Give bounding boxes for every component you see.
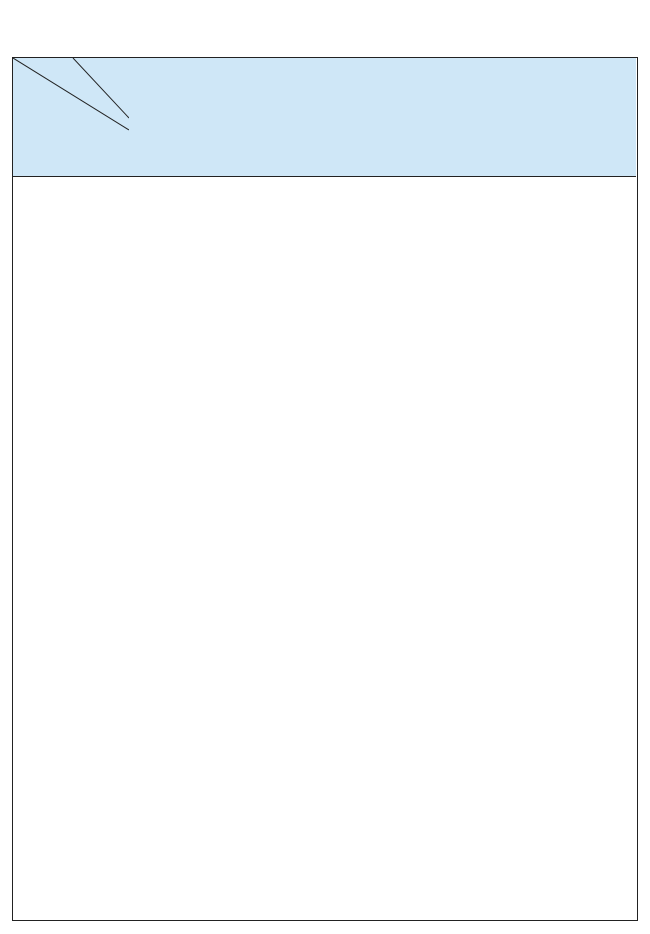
corner-cell xyxy=(13,58,129,176)
diagonal-lines xyxy=(13,58,129,176)
table-header xyxy=(13,58,636,177)
spec-table xyxy=(12,57,638,921)
